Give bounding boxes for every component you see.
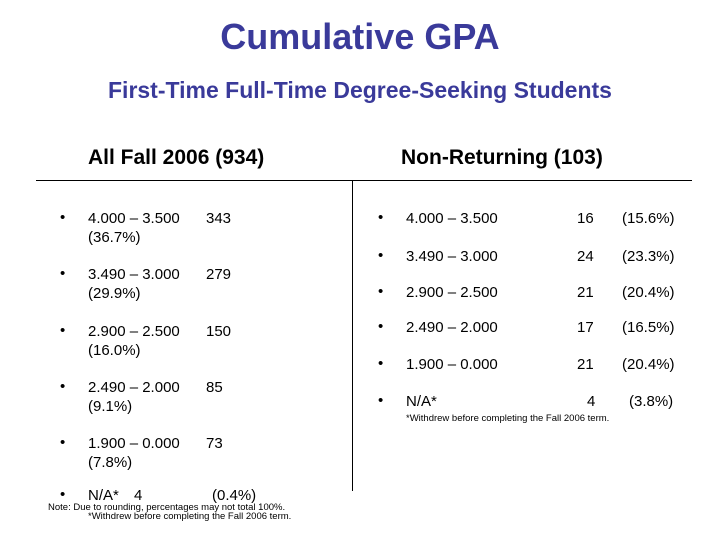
gpa-count: 279 (206, 266, 232, 283)
gpa-percent: (20.4%) (622, 284, 675, 301)
header-divider (36, 180, 692, 181)
bullet: • (378, 283, 384, 300)
gpa-percent: (3.8%) (629, 393, 674, 410)
gpa-count: 24 (577, 248, 594, 265)
gpa-count: 21 (577, 356, 594, 373)
bullet: • (60, 265, 66, 282)
gpa-range: N/A* (406, 393, 437, 410)
gpa-range: 2.490 – 2.000 (406, 319, 498, 336)
bullet: • (60, 434, 66, 451)
gpa-count: 85 (206, 379, 223, 396)
gpa-percent: (16.0%) (88, 342, 141, 359)
gpa-range: 4.000 – 3.500 (88, 210, 180, 227)
gpa-count: 21 (577, 284, 594, 301)
gpa-count: 150 (206, 323, 232, 340)
gpa-range: 2.900 – 2.500 (88, 323, 180, 340)
gpa-percent: (0.4%) (212, 487, 257, 504)
gpa-range: 3.490 – 3.000 (88, 266, 180, 283)
bullet: • (378, 247, 384, 264)
gpa-range: 1.900 – 0.000 (406, 356, 498, 373)
gpa-count: 4 (134, 487, 143, 504)
bullet: • (378, 209, 384, 226)
column-divider (352, 181, 353, 491)
gpa-percent: (23.3%) (622, 248, 675, 265)
gpa-count: 73 (206, 435, 223, 452)
gpa-percent: (29.9%) (88, 285, 141, 302)
bullet: • (60, 378, 66, 395)
gpa-range: 1.900 – 0.000 (88, 435, 180, 452)
gpa-percent: (16.5%) (622, 319, 675, 336)
page-subtitle: First-Time Full-Time Degree-Seeking Students (108, 77, 612, 103)
bullet: • (60, 486, 66, 503)
gpa-percent: (9.1%) (88, 398, 133, 415)
gpa-percent: (7.8%) (88, 454, 133, 471)
right-footnote: *Withdrew before completing the Fall 2006 term. (406, 413, 610, 424)
rounding-note: Note: Due to rounding, percentages may not total 100%. (48, 502, 286, 513)
bullet: • (378, 355, 384, 372)
gpa-count: 17 (577, 319, 594, 336)
bullet: • (378, 318, 384, 335)
gpa-range: 4.000 – 3.500 (406, 210, 498, 227)
right-column-heading: Non-Returning (103) (401, 146, 603, 169)
bullet: • (378, 392, 384, 409)
gpa-range: 2.490 – 2.000 (88, 379, 180, 396)
gpa-percent: (36.7%) (88, 229, 141, 246)
gpa-percent: (15.6%) (622, 210, 675, 227)
bullet: • (60, 322, 66, 339)
page-title: Cumulative GPA (220, 16, 500, 57)
gpa-range: 2.900 – 2.500 (406, 284, 498, 301)
gpa-range: 3.490 – 3.000 (406, 248, 498, 265)
gpa-count: 343 (206, 210, 232, 227)
gpa-count: 4 (587, 393, 596, 410)
left-footnote: *Withdrew before completing the Fall 2006 term. (88, 511, 292, 522)
gpa-percent: (20.4%) (622, 356, 675, 373)
bullet: • (60, 209, 66, 226)
left-column-heading: All Fall 2006 (934) (88, 146, 265, 169)
gpa-range: N/A* (88, 487, 119, 504)
gpa-count: 16 (577, 210, 594, 227)
